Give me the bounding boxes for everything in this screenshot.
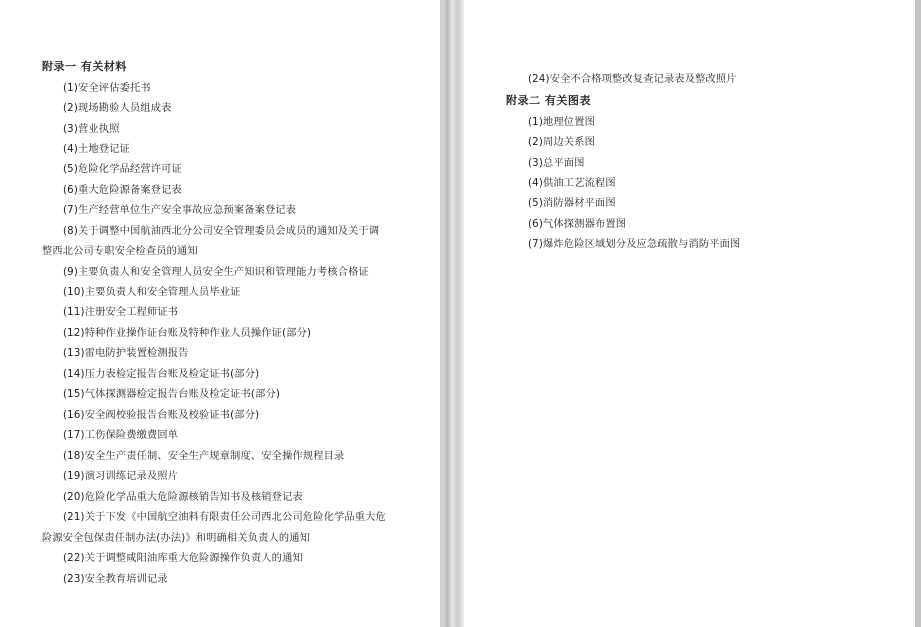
list-item: (20)危险化学品重大危险源核销告知书及核销登记表 xyxy=(63,492,303,503)
list-item: (11)注册安全工程师证书 xyxy=(63,307,179,318)
list-item: (18)安全生产责任制、安全生产规章制度、安全操作规程目录 xyxy=(63,451,345,462)
appendix-1-title: 附录一 有关材料 xyxy=(42,60,127,73)
list-item: (5)消防器材平面图 xyxy=(528,198,616,209)
list-item: (24)安全不合格项整改复查记录表及整改照片 xyxy=(528,74,737,85)
list-item: (1)安全评估委托书 xyxy=(63,83,151,94)
list-item: (3)营业执照 xyxy=(63,124,120,135)
list-item-continuation: 险源安全包保责任制办法(办法)》和明确相关负责人的通知 xyxy=(42,533,311,544)
list-item-continuation: 整西北公司专职安全检查员的通知 xyxy=(42,246,198,257)
list-item: (7)生产经营单位生产安全事故应急预案备案登记表 xyxy=(63,205,297,216)
right-page xyxy=(464,0,921,627)
list-item: (12)特种作业操作证台账及特种作业人员操作证(部分) xyxy=(63,328,312,339)
list-item: (3)总平面图 xyxy=(528,158,585,169)
list-item: (16)安全阀校验报告台账及校验证书(部分) xyxy=(63,410,260,421)
list-item: (17)工伤保险费缴费回单 xyxy=(63,430,179,441)
list-item: (21)关于下发《中国航空油料有限责任公司西北公司危险化学品重大危 xyxy=(63,512,386,523)
list-item: (15)气体探测器检定报告台账及检定证书(部分) xyxy=(63,389,281,400)
list-item: (23)安全教育培训记录 xyxy=(63,574,168,585)
book-gutter xyxy=(443,0,464,627)
list-item: (7)爆炸危险区域划分及应急疏散与消防平面图 xyxy=(528,239,741,250)
list-item: (6)气体探测器布置图 xyxy=(528,219,627,230)
list-item: (2)现场勘验人员组成表 xyxy=(63,103,172,114)
list-item: (9)主要负责人和安全管理人员安全生产知识和管理能力考核合格证 xyxy=(63,267,369,278)
list-item: (1)地理位置图 xyxy=(528,117,595,128)
page-edge-right xyxy=(915,0,921,627)
list-item: (19)演习训练记录及照片 xyxy=(63,471,179,482)
list-item: (13)雷电防护装置检测报告 xyxy=(63,348,189,359)
list-item: (8)关于调整中国航油西北分公司安全管理委员会成员的通知及关于调 xyxy=(63,226,380,237)
list-item: (4)供油工艺流程图 xyxy=(528,178,616,189)
list-item: (2)周边关系图 xyxy=(528,137,595,148)
list-item: (6)重大危险源备案登记表 xyxy=(63,185,182,196)
list-item: (4)土地登记证 xyxy=(63,144,130,155)
list-item: (10)主要负责人和安全管理人员毕业证 xyxy=(63,287,241,298)
list-item: (22)关于调整咸阳油库重大危险源操作负责人的通知 xyxy=(63,553,303,564)
appendix-2-title: 附录二 有关图表 xyxy=(506,94,591,107)
list-item: (5)危险化学品经营许可证 xyxy=(63,164,182,175)
list-item: (14)压力表检定报告台账及检定证书(部分) xyxy=(63,369,260,380)
left-page xyxy=(0,0,443,627)
